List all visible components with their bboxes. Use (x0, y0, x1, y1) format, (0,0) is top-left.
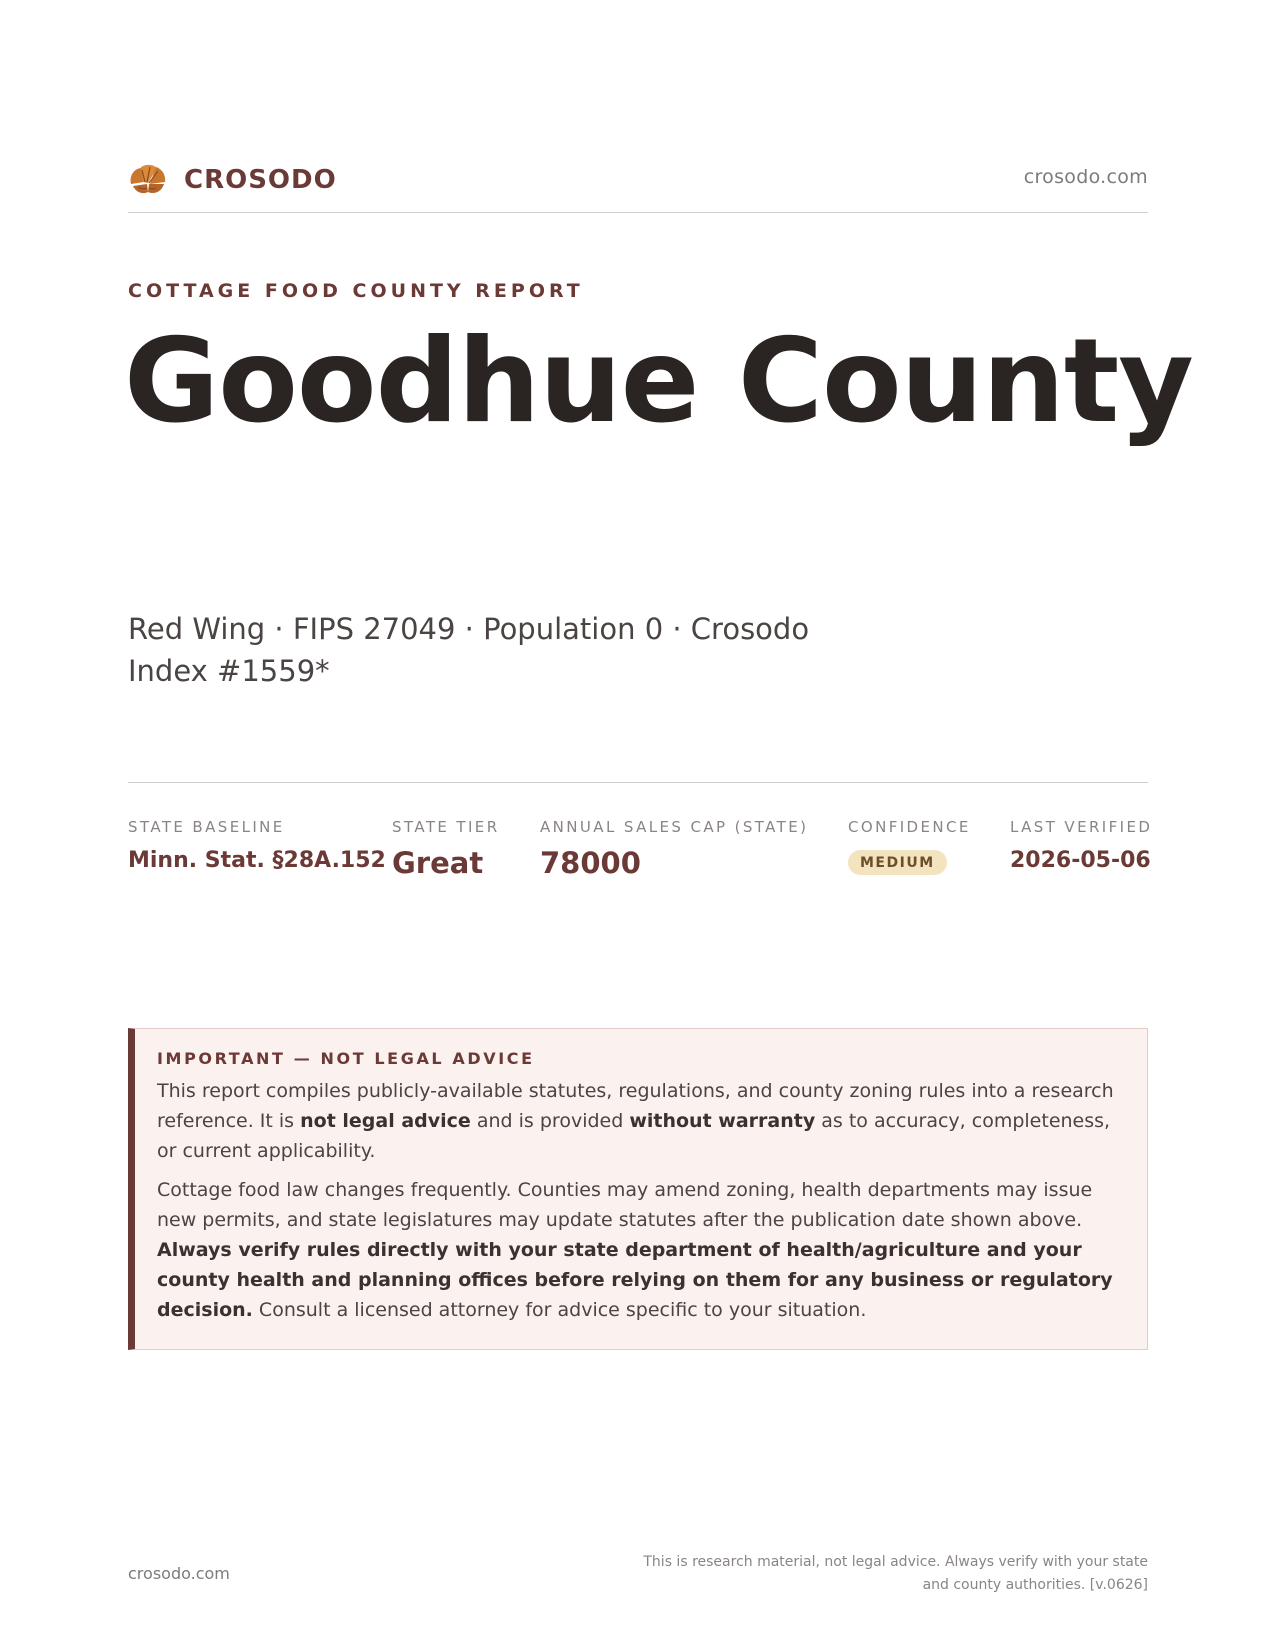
divider (128, 782, 1148, 783)
metric-state-baseline (128, 818, 386, 873)
metric-value: 2026-05-06 (1010, 848, 1151, 873)
metric-sales-cap (540, 818, 808, 880)
metric-value: 78000 (540, 846, 641, 880)
notice-title: IMPORTANT — NOT LEGAL ADVICE (157, 1049, 535, 1068)
metric-value: Great (392, 846, 484, 880)
notice-paragraph (157, 1175, 1121, 1325)
notice-emphasis: without warranty (629, 1110, 816, 1132)
metric-label: STATE BASELINE (128, 818, 285, 836)
brand-name: CROSODO (184, 165, 337, 195)
legal-notice (128, 1028, 1148, 1350)
metric-label: CONFIDENCE (848, 818, 971, 836)
page-header (128, 160, 1148, 213)
notice-text: This report compiles publicly-available statutes, regulations, and county zoning rules into a research reference. It is (157, 1080, 1114, 1132)
croissant-icon (128, 162, 168, 198)
notice-text: Cottage food law changes frequently. Counties may amend zoning, health departments may issue new permits, and state legislatures may update statutes after the publication date shown above. (157, 1179, 1093, 1231)
metric-confidence (848, 818, 971, 875)
brand (128, 160, 337, 200)
metric-value: Minn. Stat. §28A.152 (128, 848, 386, 873)
footer-disclaimer-line: and county authorities. [v.0626] (922, 1577, 1148, 1593)
page-title: Goodhue County (124, 314, 1193, 449)
metric-state-tier (392, 818, 500, 880)
notice-text: Consult a licensed attorney for advice specific to your situation. (252, 1299, 867, 1321)
notice-paragraph (157, 1076, 1121, 1166)
notice-text: as to accuracy, completeness, or current applicability. (157, 1110, 1111, 1162)
county-summary: Red Wing · FIPS 27049 · Population 0 · Crosodo Index #1559* (128, 612, 810, 688)
notice-text: and is provided (470, 1110, 630, 1132)
metric-last-verified (1010, 818, 1152, 873)
notice-emphasis: Always verify rules directly with your state department of health/agriculture and your county health and planning offices before relying on them for any business or regulatory decision. (157, 1239, 1113, 1321)
confidence-badge: MEDIUM (848, 850, 947, 875)
metric-label: ANNUAL SALES CAP (STATE) (540, 818, 809, 836)
metric-label: STATE TIER (392, 818, 500, 836)
notice-emphasis: not legal advice (300, 1110, 471, 1132)
site-url[interactable]: crosodo.com (1023, 166, 1148, 188)
metric-label: LAST VERIFIED (1010, 818, 1153, 836)
report-page (124, 0, 1193, 1650)
footer-disclaimer-line: This is research material, not legal advice. Always verify with your state (643, 1554, 1148, 1570)
footer-url[interactable]: crosodo.com (128, 1564, 230, 1583)
report-eyebrow: COTTAGE FOOD COUNTY REPORT (128, 280, 584, 302)
footer-disclaimer (628, 1551, 1148, 1597)
